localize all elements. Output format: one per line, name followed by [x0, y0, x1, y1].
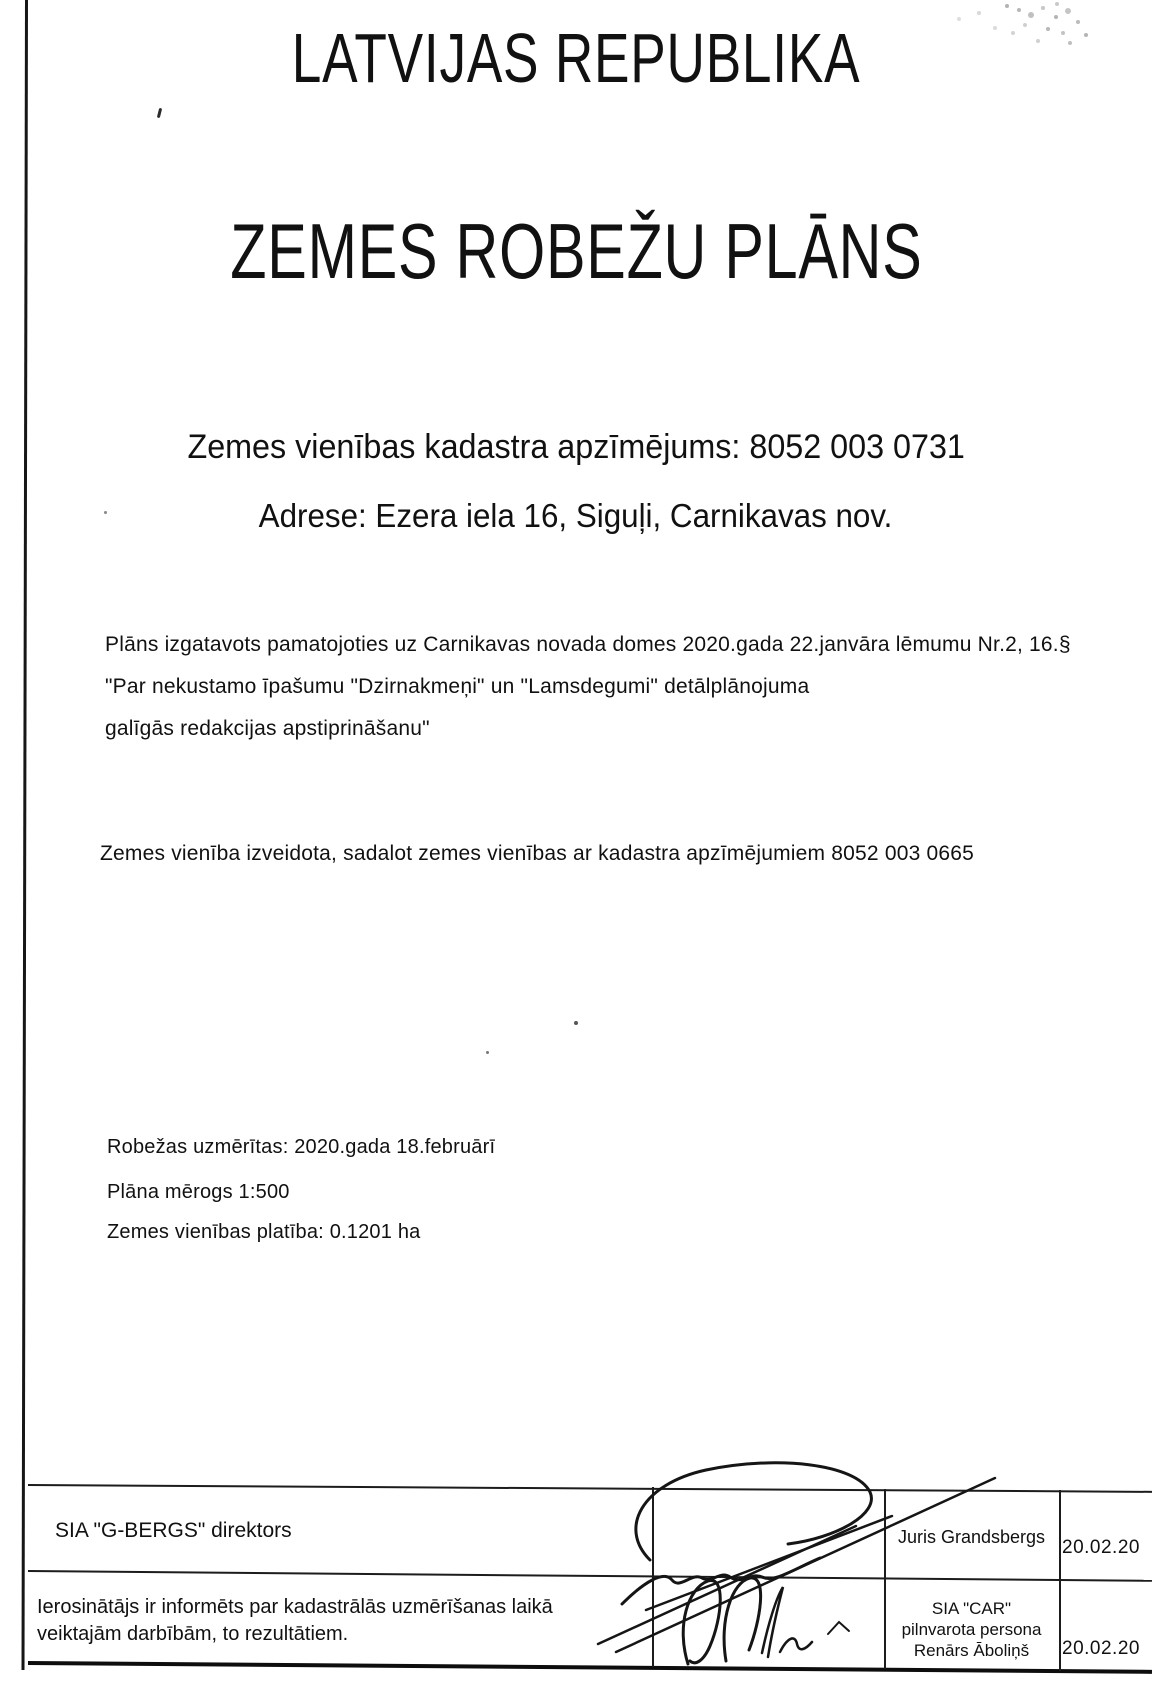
row2-name-line-2: pilnvarota persona	[901, 1620, 1042, 1639]
boundaries-measured-line: Robežas uzmērītas: 2020.gada 18.februārī	[107, 1136, 496, 1158]
cadastre-designation-line	[0, 428, 1152, 467]
basis-line-3: galīgās redakcijas apstiprināšanu"	[105, 717, 430, 740]
scan-noise-top-right	[1005, 4, 1009, 8]
address-text: Adrese: Ezera iela 16, Siguļi, Carnikavas nov.	[259, 497, 893, 534]
scan-speck-tick	[157, 108, 162, 118]
table-top-border	[28, 1484, 1152, 1493]
plan-scale-line: Plāna mērogs 1:500	[107, 1181, 290, 1203]
row2-name-cell	[886, 1598, 1057, 1661]
row2-date-cell: 20.02.20	[1062, 1638, 1140, 1659]
basis-line-1: Plāns izgatavots pamatojoties uz Carnikavas novada domes 2020.gada 22.janvāra lēmumu Nr.2, 16.§	[105, 633, 1071, 656]
land-unit-origin-line: Zemes vienība izveidota, sadalot zemes vienības ar kadastra apzīmējumiem 8052 003 0665	[100, 842, 975, 865]
address-line	[0, 497, 1152, 535]
plan-basis-paragraph	[105, 624, 1071, 750]
row2-name-line-3: Renārs Āboliņš	[913, 1641, 1030, 1660]
row2-role-line-1: Ierosinātājs ir informēts par kadastrālās uzmērīšanas laikā	[37, 1596, 553, 1618]
row2-name-line-1: SIA "CAR"	[931, 1599, 1012, 1618]
table-signature-column-left-border	[652, 1487, 654, 1667]
document-title	[0, 206, 1152, 297]
scan-speck-3	[486, 1051, 489, 1054]
row2-role-line-2: veiktajām darbībām, to rezultātiem.	[37, 1623, 349, 1645]
table-bottom-border	[28, 1661, 1152, 1674]
row2-role-cell	[37, 1594, 553, 1648]
land-unit-area-line: Zemes vienības platība: 0.1201 ha	[107, 1221, 421, 1243]
table-row-divider	[28, 1570, 1152, 1582]
cadastre-designation-text: Zemes vienības kadastra apzīmējums: 8052 003 0731	[187, 428, 965, 466]
scan-speck-2	[574, 1021, 578, 1025]
basis-line-2: "Par nekustamo īpašumu "Dzirnakmeņi" un "Lamsdegumi" detālplānojuma	[105, 675, 810, 698]
row1-name-cell: Juris Grandsbergs	[897, 1527, 1046, 1547]
table-date-column-left-border	[1059, 1490, 1061, 1671]
country-header-text: LATVIJAS REPUBLIKA	[291, 19, 861, 97]
row1-role-cell: SIA "G-BERGS" direktors	[55, 1519, 292, 1542]
country-header	[0, 18, 1152, 98]
row1-date-cell: 20.02.20	[1062, 1537, 1140, 1558]
document-title-text: ZEMES ROBEŽU PLĀNS	[229, 207, 923, 295]
signature-abolins	[683, 1578, 849, 1664]
